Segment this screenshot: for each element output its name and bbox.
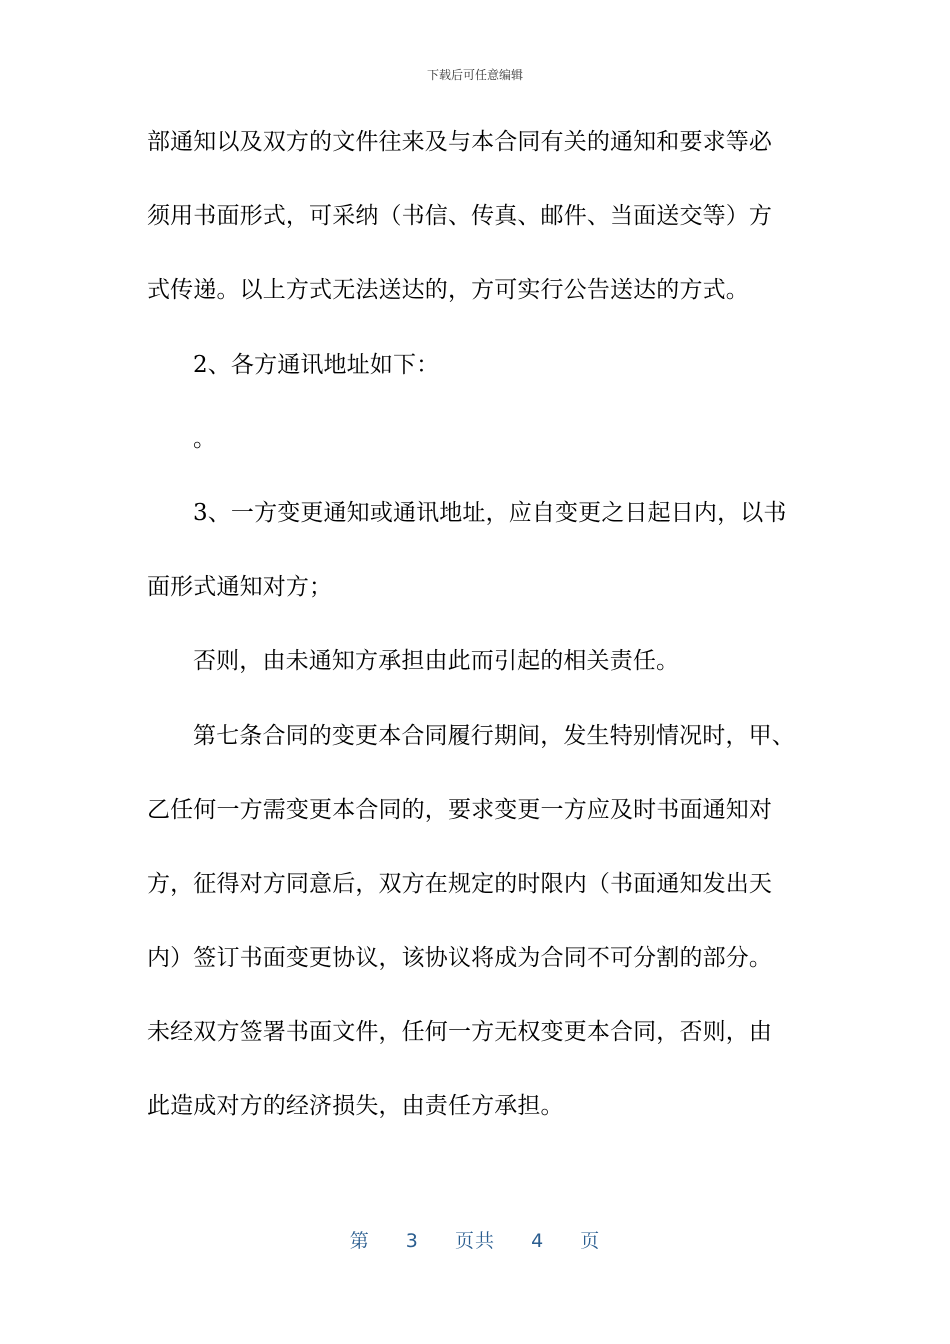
page-footer <box>0 1226 950 1253</box>
footer-prefix: 第 <box>349 1230 370 1252</box>
text-line: 部通知以及双方的文件往来及与本合同有关的通知和要求等必 <box>147 129 773 155</box>
text-line: 3、一方变更通知或通讯地址，应自变更之日起日内，以书 <box>193 499 787 526</box>
text-line: 此造成对方的经济损失，由责任方承担。 <box>147 1093 564 1120</box>
total-pages-number: 4 <box>531 1230 545 1252</box>
text-line: 2、各方通讯地址如下： <box>193 351 440 378</box>
text-line: 面形式通知对方； <box>147 574 333 601</box>
footer-middle: 页共 <box>454 1230 495 1252</box>
text-line: 内）签订书面变更协议，该协议将成为合同不可分割的部分。 <box>147 945 773 972</box>
current-page-number: 3 <box>405 1230 419 1252</box>
text-line: 否则，由未通知方承担由此而引起的相关责任。 <box>193 648 680 675</box>
text-line: 乙任何一方需变更本合同的，要求变更一方应及时书面通知对 <box>147 796 773 823</box>
text-line: 方，征得对方同意后，双方在规定的时限内（书面通知发出天 <box>147 870 773 897</box>
text-line: 须用书面形式，可采纳（书信、传真、邮件、当面送交等）方 <box>147 203 773 230</box>
text-line: 第七条合同的变更本合同履行期间，发生特别情况时，甲、 <box>193 722 795 749</box>
text-line: 未经双方签署书面文件，任何一方无权变更本合同，否则，由 <box>147 1019 773 1046</box>
header-note: 下载后可任意编辑 <box>426 68 523 82</box>
document-body <box>147 122 807 1161</box>
footer-suffix: 页 <box>580 1230 601 1252</box>
text-line: 式传递。以上方式无法送达的，方可实行公告送达的方式。 <box>147 277 749 304</box>
text-line: 。 <box>193 425 217 452</box>
